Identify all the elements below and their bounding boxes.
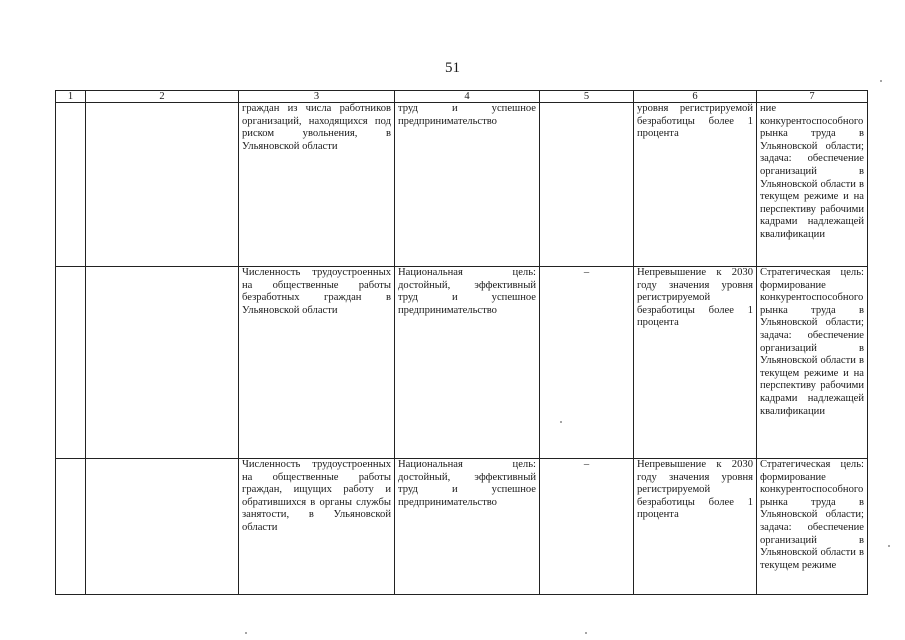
goal-cell: Национальная цель: достойный, эффективный труд и успешное предпринимательство bbox=[395, 459, 540, 595]
document-table bbox=[55, 90, 868, 595]
goal-cell: труд и успешное предпринимательство bbox=[395, 103, 540, 267]
table-row bbox=[56, 459, 868, 595]
table-cell bbox=[56, 459, 86, 595]
table-cell: – bbox=[540, 459, 634, 595]
scan-speck bbox=[888, 545, 890, 547]
scan-speck bbox=[560, 421, 562, 423]
target-cell: Непревышение к 2030 году значения уровня регистрируемой безработицы более 1 процента bbox=[634, 459, 757, 595]
target-cell: Непревышение к 2030 году значения уровня регистрируемой безработицы более 1 процента bbox=[634, 267, 757, 459]
column-header: 6 bbox=[634, 91, 757, 103]
scan-speck bbox=[245, 632, 247, 634]
table-cell bbox=[86, 103, 239, 267]
column-header: 4 bbox=[395, 91, 540, 103]
column-header: 2 bbox=[86, 91, 239, 103]
indicator-cell: Численность трудоустроенных на общественные работы безработных граждан в Ульяновской области bbox=[239, 267, 395, 459]
table-header-row bbox=[56, 91, 868, 103]
column-header: 1 bbox=[56, 91, 86, 103]
strategy-cell: Стратегическая цель: формирование конкурентоспособного рынка труда в Ульяновской области; задача: обеспечение организаций в Ульяновской области в текущем режиме и на перспективу рабочими кадрами надлежащей квалификации bbox=[757, 267, 868, 459]
table-cell bbox=[56, 267, 86, 459]
scan-speck bbox=[880, 80, 882, 82]
column-header: 5 bbox=[540, 91, 634, 103]
indicator-cell: граждан из числа работников организаций, находящихся под риском увольнения, в Ульяновской области bbox=[239, 103, 395, 267]
table-row bbox=[56, 103, 868, 267]
goal-cell: Национальная цель: достойный, эффективный труд и успешное предпринимательство bbox=[395, 267, 540, 459]
table-row bbox=[56, 267, 868, 459]
target-cell: уровня регистрируемой безработицы более 1 процента bbox=[634, 103, 757, 267]
strategy-cell: ние конкурентоспособного рынка труда в Ульяновской области; задача: обеспечение организаций в Ульяновской области в текущем режиме и на перспективу рабочими кадрами надлежащей квалификации bbox=[757, 103, 868, 267]
table-cell bbox=[86, 267, 239, 459]
table-cell: – bbox=[540, 267, 634, 459]
table-cell bbox=[56, 103, 86, 267]
strategy-cell: Стратегическая цель: формирование конкурентоспособного рынка труда в Ульяновской области; задача: обеспечение организаций в Ульяновской области в текущем режиме bbox=[757, 459, 868, 595]
scan-speck bbox=[585, 632, 587, 634]
column-header: 7 bbox=[757, 91, 868, 103]
table-cell bbox=[540, 103, 634, 267]
indicator-cell: Численность трудоустроенных на общественные работы граждан, ищущих работу и обратившихся в органы службы занятости, в Ульяновской области bbox=[239, 459, 395, 595]
column-header: 3 bbox=[239, 91, 395, 103]
table-cell bbox=[86, 459, 239, 595]
page-number: 51 bbox=[445, 60, 460, 76]
